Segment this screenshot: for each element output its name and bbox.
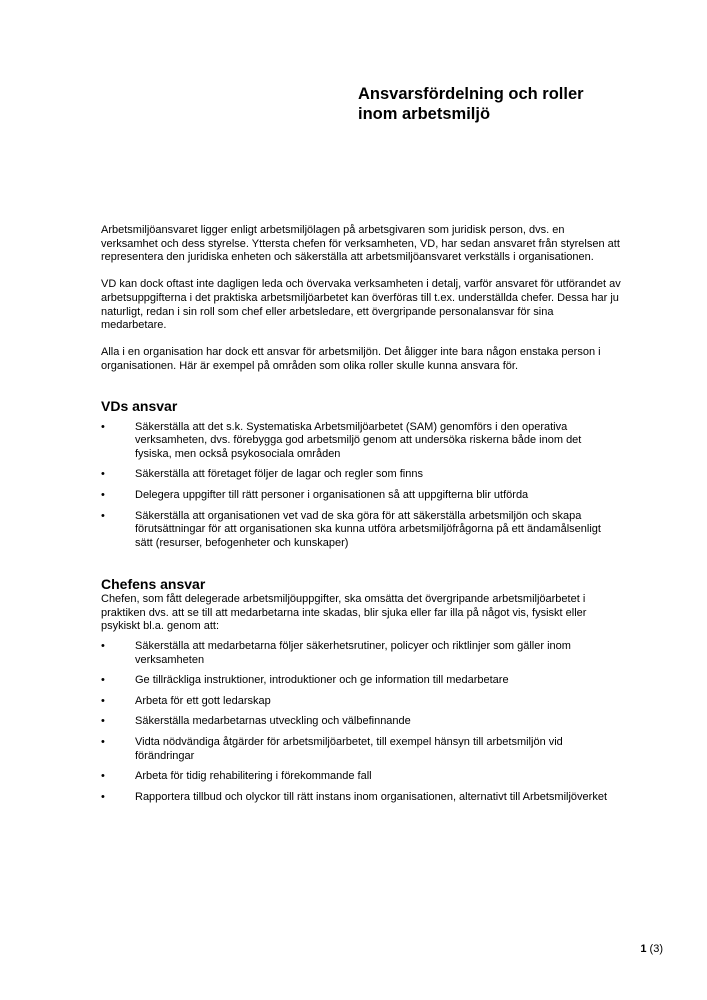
list-item-text: Säkerställa att företaget följer de lagar och regler som finns	[135, 468, 423, 481]
list-item-text: Delegera uppgifter till rätt personer i organisationen så att uppgifterna blir utförda	[135, 488, 529, 501]
list-item	[101, 695, 621, 709]
bullet-icon: •	[101, 674, 105, 687]
list-item-text: Arbeta för tidig rehabilitering i förekommande fall	[135, 770, 372, 783]
list-item	[101, 468, 621, 482]
bullet-icon: •	[101, 468, 105, 481]
list-item-text: Säkerställa att medarbetarna följer säkerhetsrutiner, policyer och riktlinjer som gäller inom verksamheten	[135, 640, 571, 666]
intro-paragraph-1: Arbetsmiljöansvaret ligger enligt arbetsmiljölagen på arbetsgivaren som juridisk person, dvs. en verksamhet och dess styrelse. Yttersta chefen för verksamheten, VD, har sedan ansvaret från styrelsen att representera den juridiska enheten och säkerställa att arbetsmiljöansvaret verkställs i organisationen.	[101, 224, 620, 264]
document-title-line-1: Ansvarsfördelning och roller	[358, 85, 584, 103]
bullet-icon: •	[101, 420, 105, 433]
bullet-icon: •	[101, 736, 105, 749]
list-item	[101, 715, 621, 729]
list-item-text: Säkerställa medarbetarnas utveckling och välbefinnande	[135, 715, 411, 728]
bullet-icon: •	[101, 640, 105, 653]
vd-section-heading: VDs ansvar	[101, 397, 178, 414]
page-number	[640, 943, 663, 956]
list-item	[101, 770, 621, 784]
list-item	[101, 510, 621, 551]
bullet-icon: •	[101, 509, 105, 522]
list-item	[101, 421, 621, 462]
chef-responsibility-list	[101, 640, 621, 804]
list-item-text: Rapportera tillbud och olyckor till rätt instans inom organisationen, alternativt till Arbetsmiljöverket	[135, 790, 607, 803]
bullet-icon: •	[101, 694, 105, 707]
list-item-text: Säkerställa att det s.k. Systematiska Arbetsmiljöarbetet (SAM) genomförs i den operativa verksamheten, dvs. förebygga god arbetsmiljö genom att undersöka riskerna både inom det fysiska, men också psykosociala områden	[135, 420, 582, 460]
list-item-text: Säkerställa att organisationen vet vad de ska göra för att säkerställa arbetsmiljön och skapa förutsättningar för att organisationen ska kunna utföra arbetsmiljöfrågorna på ett ändamålsenligt sätt (resurser, befogenheter och kunskaper)	[135, 509, 601, 549]
list-item	[101, 489, 621, 503]
intro-paragraph-2: VD kan dock oftast inte dagligen leda och övervaka verksamheten i detalj, varför ansvaret för utförandet av arbetsuppgifterna i det praktiska arbetsmiljöarbetet kan överföras till t.ex. underställda chefer. Dessa har ju naturligt, redan i sin roll som chef eller arbetsledare, ett övergripande personalansvar för sina medarbetare.	[101, 278, 621, 332]
chef-intro-paragraph: Chefen, som fått delegerade arbetsmiljöuppgifter, ska omsätta det övergripande arbetsmiljöarbetet i praktiken dvs. att se till att medarbetarna inte skadas, blir sjuka eller far illa på något vis, fysiskt eller psykiskt bl.a. genom att:	[101, 593, 587, 633]
bullet-icon: •	[101, 488, 105, 501]
list-item	[101, 791, 621, 805]
bullet-icon: •	[101, 790, 105, 803]
document-title	[358, 84, 658, 124]
list-item-text: Ge tillräckliga instruktioner, introduktioner och ge information till medarbetare	[135, 674, 509, 687]
intro-paragraph-3: Alla i en organisation har dock ett ansvar för arbetsmiljön. Det åligger inte bara någon enstaka person i organisationen. Här är exempel på områden som olika roller skulle kunna ansvara för.	[101, 346, 601, 372]
total-pages: (3)	[649, 943, 663, 955]
bullet-icon: •	[101, 770, 105, 783]
document-title-line-2: inom arbetsmiljö	[358, 105, 491, 123]
bullet-icon: •	[101, 715, 105, 728]
current-page-number: 1	[640, 943, 647, 955]
list-item-text: Arbeta för ett gott ledarskap	[135, 694, 271, 707]
vd-responsibility-list	[101, 421, 621, 551]
list-item	[101, 640, 621, 667]
list-item-text: Vidta nödvändiga åtgärder för arbetsmiljöarbetet, till exempel hänsyn till arbetsmiljön vid förändringar	[135, 736, 563, 762]
document-body	[101, 224, 621, 811]
chef-section-heading: Chefens ansvar	[101, 576, 206, 593]
list-item	[101, 674, 621, 688]
list-item	[101, 736, 621, 763]
